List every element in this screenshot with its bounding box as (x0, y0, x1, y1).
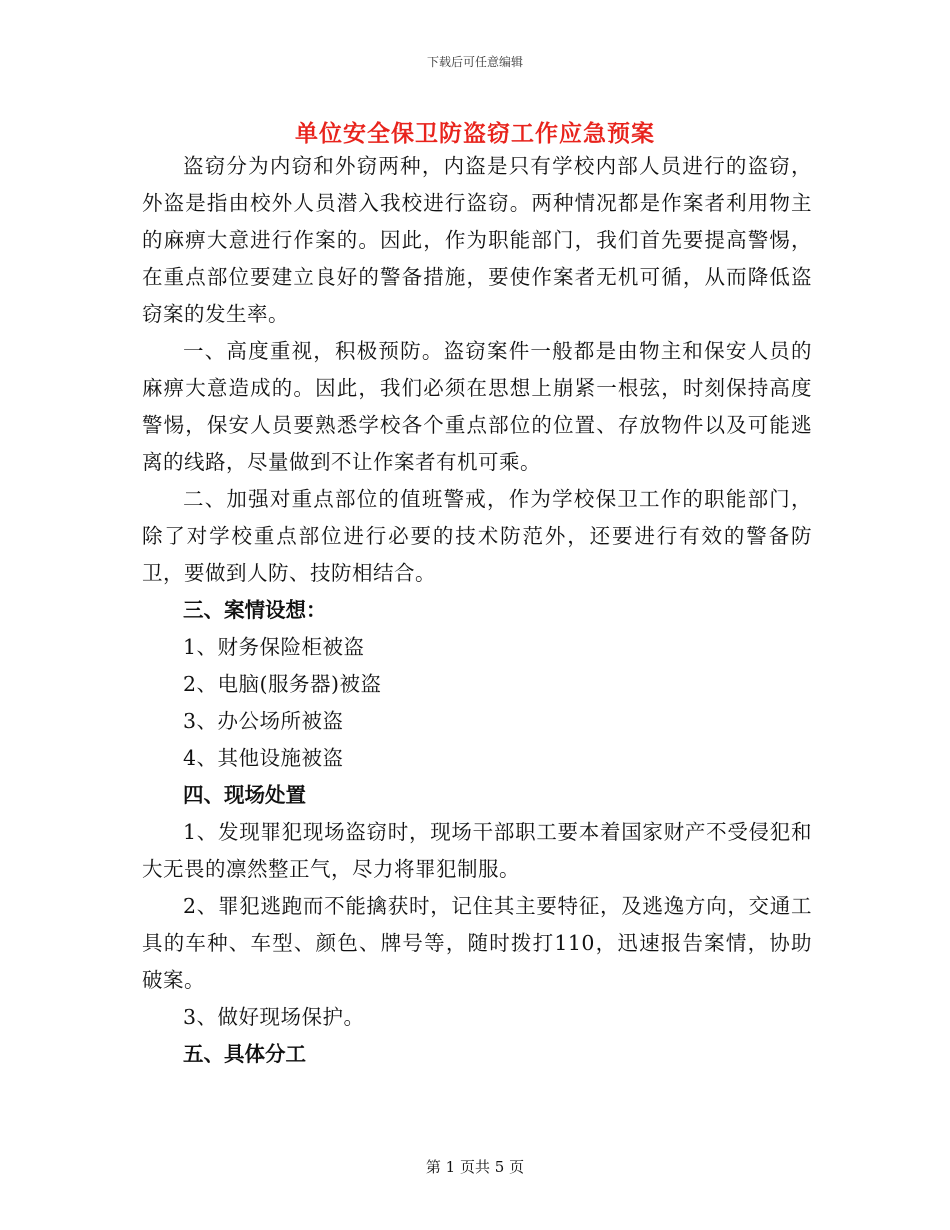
response-item: 3、做好现场保护。 (183, 1005, 365, 1029)
scenario-item: 1、财务保险柜被盗 (183, 635, 365, 659)
document-title: 单位安全保卫防盗窃工作应急预案 (295, 120, 655, 147)
section-3-heading: 三、案情设想： (183, 598, 327, 622)
section-1-paragraph: 一、高度重视，积极预防。盗窃案件一般都是由物主和保安人员的麻痹大意造成的。因此，我们必须在思想上崩紧一根弦，时刻保持高度警惕，保安人员要熟悉学校各个重点部位的位置、存放物件以及可能逃离的线路，尽量做到不让作案者有机可乘。 (142, 339, 812, 474)
response-item: 1、发现罪犯现场盗窃时，现场干部职工要本着国家财产不受侵犯和大无畏的凛然整正气，尽力将罪犯制服。 (142, 820, 812, 881)
section-5-heading: 五、具体分工 (183, 1042, 306, 1066)
header-note: 下载后可任意编辑 (426, 55, 523, 69)
scenario-item: 3、办公场所被盗 (183, 709, 344, 733)
page-footer: 第 1 页共 5 页 (425, 1158, 525, 1176)
document-body (142, 148, 812, 1073)
scenario-item: 2、电脑(服务器)被盗 (183, 672, 382, 696)
response-item: 2、罪犯逃跑而不能擒获时，记住其主要特征，及逃逸方向，交通工具的车种、车型、颜色、牌号等，随时拨打110，迅速报告案情，协助破案。 (142, 894, 812, 992)
scenario-item: 4、其他设施被盗 (183, 746, 344, 770)
section-2-paragraph: 二、加强对重点部位的值班警戒，作为学校保卫工作的职能部门，除了对学校重点部位进行必要的技术防范外，还要进行有效的警备防卫，要做到人防、技防相结合。 (142, 487, 812, 585)
section-4-heading: 四、现场处置 (183, 783, 306, 807)
intro-paragraph: 盗窃分为内窃和外窃两种，内盗是只有学校内部人员进行的盗窃，外盗是指由校外人员潜入我校进行盗窃。两种情况都是作案者利用物主的麻痹大意进行作案的。因此，作为职能部门，我们首先要提高警惕，在重点部位要建立良好的警备措施，要使作案者无机可循，从而降低盗窃案的发生率。 (142, 154, 812, 326)
